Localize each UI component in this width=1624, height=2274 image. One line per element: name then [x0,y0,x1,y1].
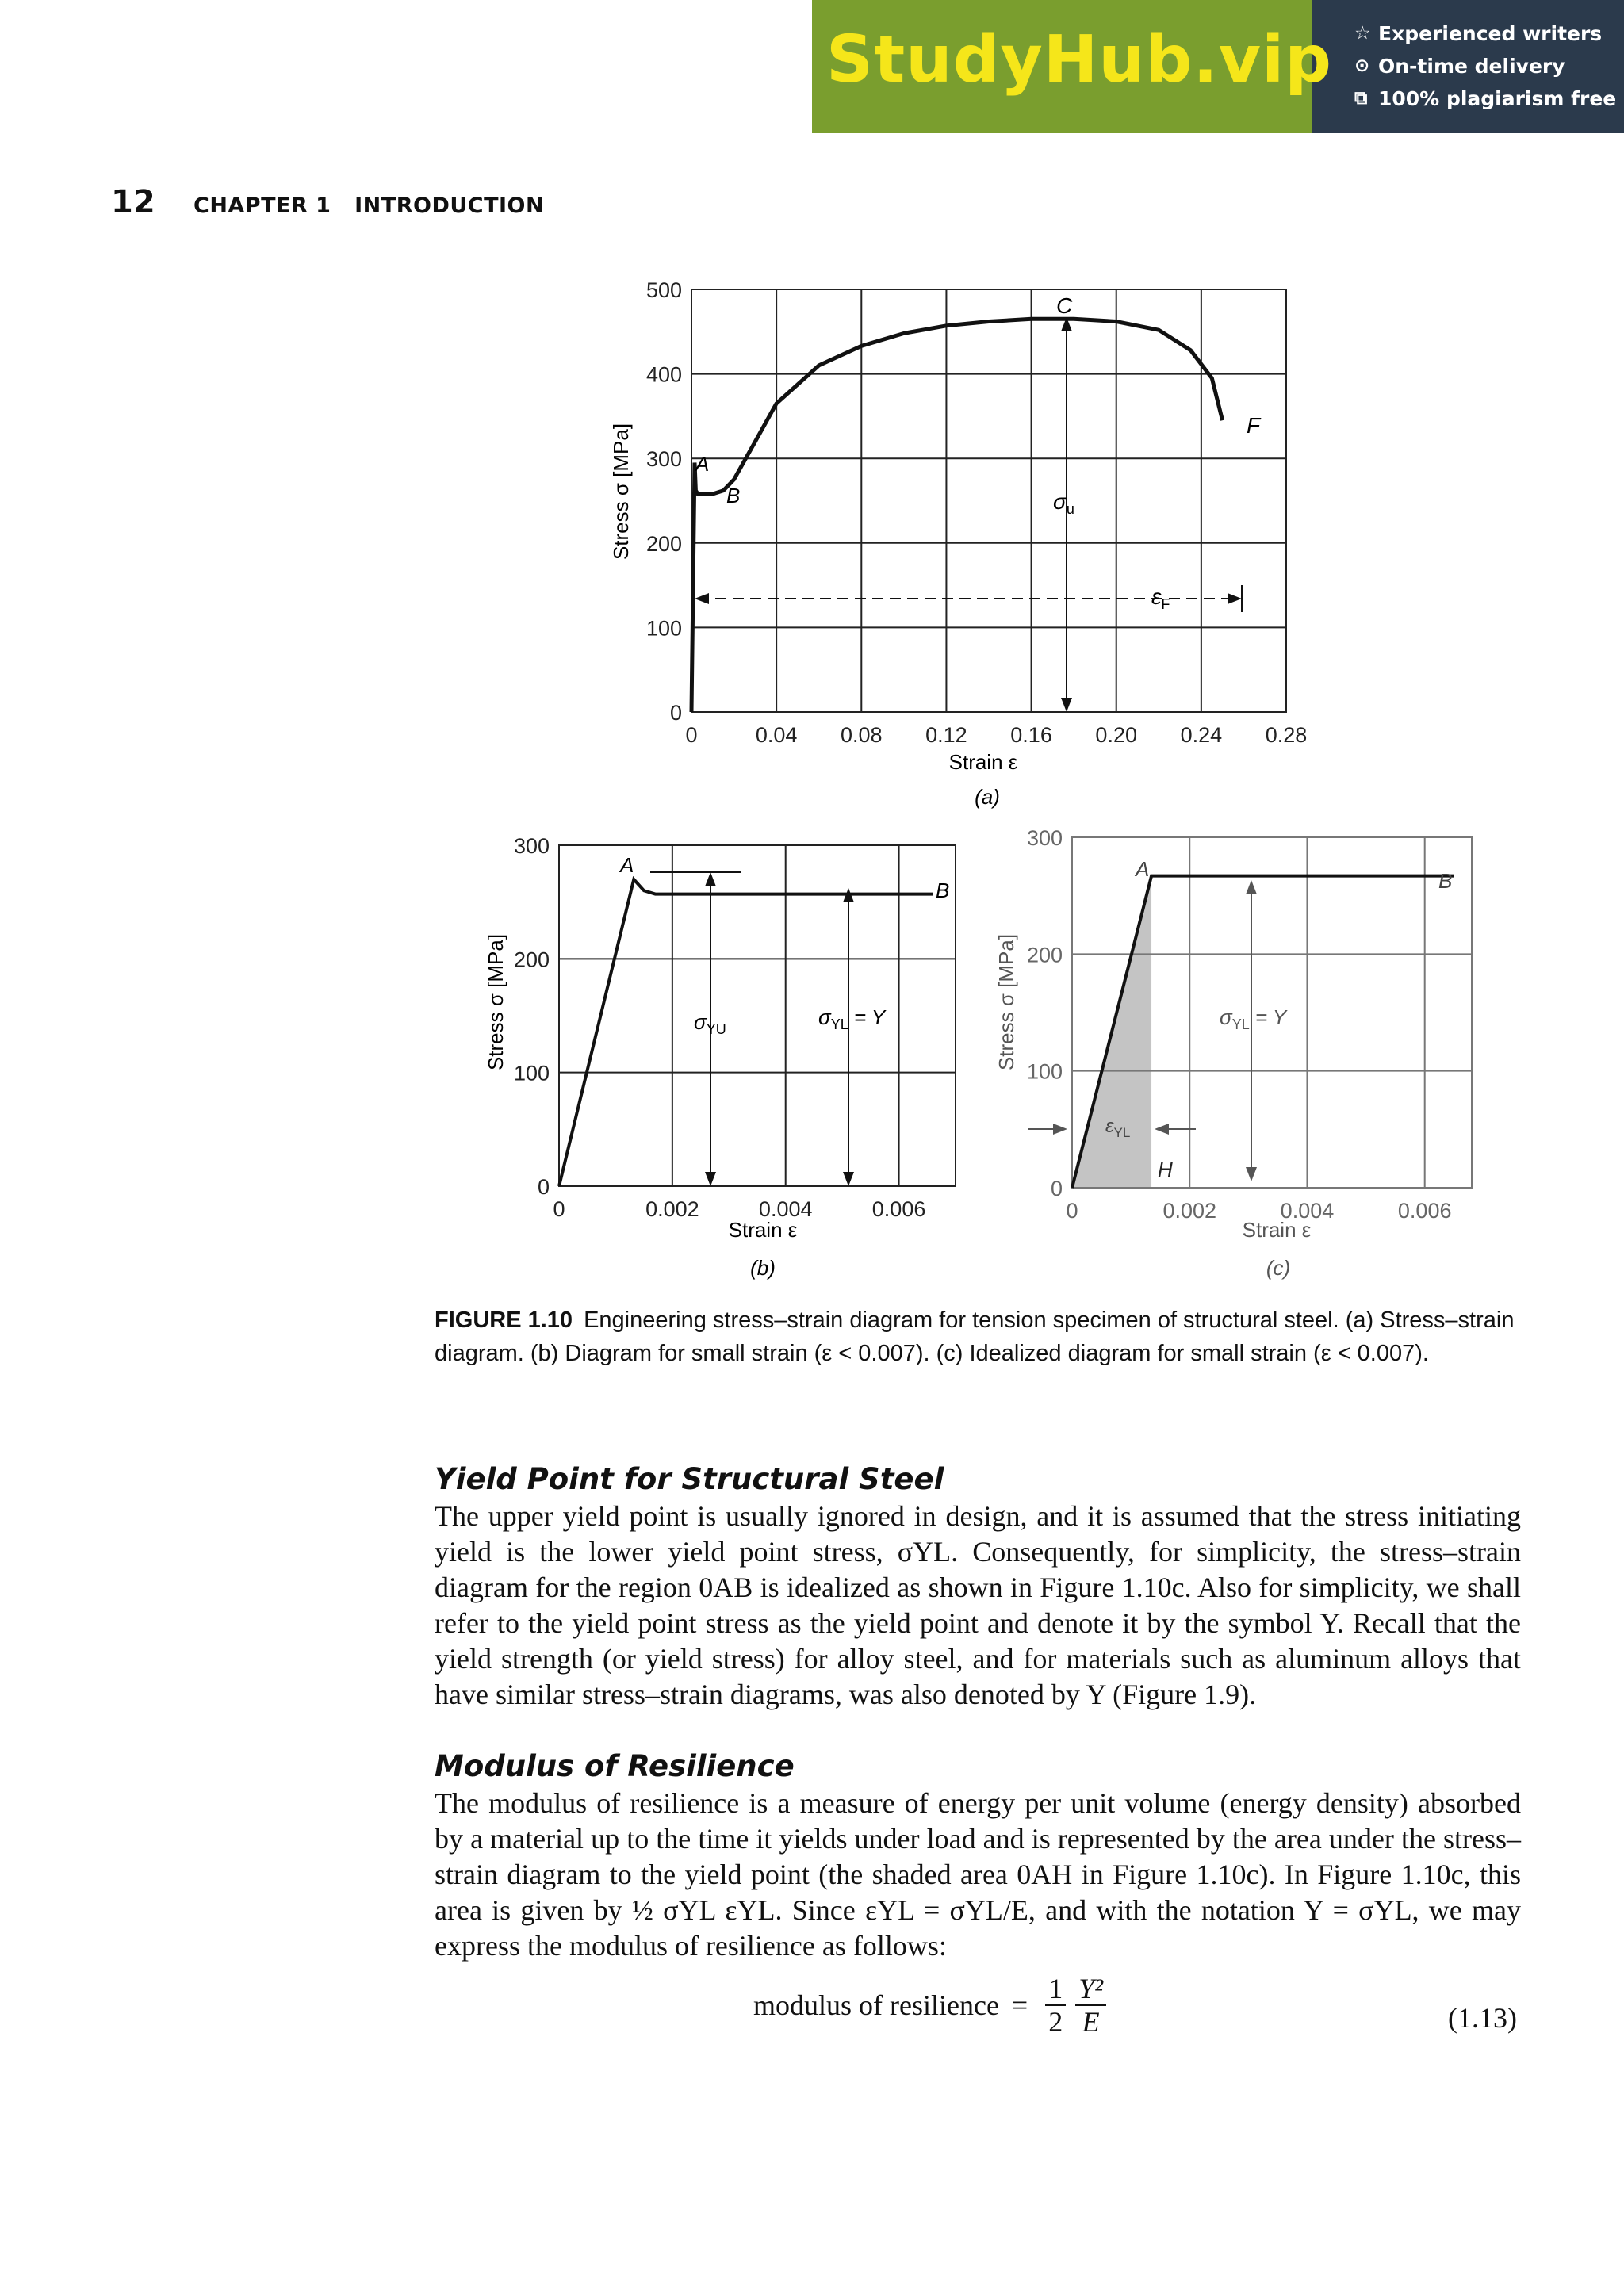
panel-c-label: (c) [1266,1256,1291,1280]
figure-caption [435,1304,1521,1370]
x-tick-label: 0.08 [841,723,883,747]
y-tick-label: 300 [513,834,550,858]
label-b: B [726,484,741,507]
x-tick-label: 0.04 [755,723,798,747]
star-icon: ☆ [1354,23,1371,44]
eps-sub: YL [1113,1125,1131,1140]
y-tick-label: 300 [645,447,682,472]
feature-text: On-time delivery [1378,55,1565,78]
equation-1-13 [753,1973,1111,2038]
arrowhead [705,872,716,886]
fraction-y2-over-e [1075,1973,1106,2038]
panel-a-ylabel: Stress σ [MPa] [609,423,633,561]
x-tick-label: 0.12 [925,723,967,747]
label-f: F [1247,413,1261,438]
panel-b [484,834,956,1280]
panel-c-xlabel: Strain ε [1242,1218,1312,1242]
arrowhead [1155,1124,1169,1135]
label-b: B [1438,869,1453,893]
eps-symbol: ε [1151,584,1162,609]
fraction-numerator: 1 [1045,1973,1066,2006]
arrowhead [843,1172,854,1186]
label-sigma-yl [1220,1005,1288,1032]
arrowhead [695,593,709,604]
y-tick-label: 200 [645,531,682,556]
plot-frame [559,845,956,1186]
label-a: A [695,452,710,476]
sigma-symbol: σ [818,1005,831,1029]
label-c: C [1056,293,1073,318]
page-number: 12 [111,184,155,220]
y-tick-label: 200 [513,948,550,972]
equation-number: (1.13) [1448,2002,1517,2034]
x-tick-label: 0 [1066,1199,1078,1223]
panel-c-ylabel: Stress σ [MPa] [994,933,1018,1071]
section-body-modulus: The modulus of resilience is a measure of energy per unit volume (energy density) absorbed by a material up to the time it yields under load and is represented by the area under the stress–strain diagram to the yield point (the shaded area 0AH in Figure 1.10c). In Figure 1.10c, this area is given by ½ σYL εYL. Since εYL = σYL/E, and with the notation Y = σYL, we may express the modulus of resilience as follows: [435,1787,1521,1962]
panel-b-curve [559,879,933,1186]
arrowhead [1246,1167,1257,1181]
panel-c [994,826,1472,1280]
panel-a-ticks [646,278,1307,747]
feature-text: 100% plagiarism free [1378,87,1617,110]
x-tick-label: 0 [685,723,698,747]
sigma-sub: YL [1231,1016,1250,1032]
panel-a-label: (a) [975,785,1000,809]
sigma-symbol: σ [1053,489,1067,514]
section-body-yield-point: The upper yield point is usually ignored in design, and it is assumed that the stress initiating yield is the lower yield point stress, σYL. Consequently, for simplicity, the stress–strain diagram for the region 0AB is idealized as shown in Figure 1.10c. Also for simplicity, we shall refer to the yield point stress as the yield point and denote it by the symbol Y. Recall that the yield strength (or yield stress) for alloy steel, and for materials such as aluminum alloys that have similar stress–strain diagrams, was also denoted by Y (Figure 1.9). [435,1500,1521,1710]
running-head: CHAPTER 1 INTRODUCTION [193,193,545,218]
section-title-yield-point: Yield Point for Structural Steel [435,1462,944,1496]
label-a: A [1136,857,1150,881]
x-tick-label: 0.004 [758,1197,813,1221]
panel-b-grid [559,845,956,1186]
feature-text: Experienced writers [1378,22,1603,45]
plot-frame [691,289,1286,712]
equals-y: = Y [1249,1005,1287,1029]
equation-equals: = [1011,1989,1028,2021]
x-tick-label: 0.20 [1095,723,1137,747]
x-tick-label: 0 [553,1197,565,1221]
fraction-denominator: E [1082,2006,1100,2038]
section-title-modulus: Modulus of Resilience [435,1749,795,1783]
equals-y: = Y [848,1005,886,1029]
fraction-denominator: 2 [1048,2006,1063,2038]
copy-icon: ⧉ [1354,88,1368,109]
sigma-symbol: σ [1220,1005,1232,1029]
arrowhead [1246,880,1257,894]
panel-b-ylabel: Stress σ [MPa] [484,933,508,1071]
y-tick-label: 0 [669,701,682,725]
label-b: B [936,879,950,902]
panel-a-grid [691,289,1286,712]
x-tick-label: 0.002 [645,1197,699,1221]
y-tick-label: 0 [537,1175,550,1199]
panel-a-xlabel: Strain ε [948,750,1018,774]
y-tick-label: 100 [645,616,682,641]
arrowhead [1228,593,1242,604]
panel-b-label: (b) [750,1256,776,1280]
sigma-sub: u [1066,501,1074,517]
caption-text: Engineering stress–strain diagram for tension specimen of structural steel. (a) Stress–strain diagram. (b) Diagram for small strain (ε < 0.007). (c) Idealized diagram for small strain (ε < 0.007). [435,1307,1515,1366]
panel-a [609,278,1307,809]
x-tick-label: 0.24 [1180,723,1223,747]
y-tick-label: 400 [645,362,682,387]
x-tick-label: 0.004 [1280,1199,1335,1223]
x-tick-label: 0.006 [1397,1199,1452,1223]
label-sigma-yl [818,1005,887,1032]
x-tick-label: 0.006 [871,1197,926,1221]
label-sigma-u [1053,489,1074,517]
y-tick-label: 500 [645,278,682,302]
caption-label: FIGURE 1.10 [435,1307,573,1333]
sigma-sub: YL [830,1016,848,1032]
eps-symbol: ε [1105,1116,1114,1137]
y-tick-label: 300 [1026,826,1063,850]
label-eps-f [1151,584,1170,612]
equation-lhs: modulus of resilience [753,1989,999,2021]
y-tick-label: 100 [513,1061,550,1085]
label-a: A [620,853,634,877]
sigma-symbol: σ [694,1010,707,1034]
y-tick-label: 200 [1026,943,1063,967]
y-tick-label: 100 [1026,1059,1063,1084]
eps-sub: F [1161,596,1170,612]
fraction-half [1045,1973,1066,2038]
y-tick-label: 0 [1050,1177,1063,1200]
x-tick-label: 0.002 [1162,1199,1217,1223]
panel-a-curve [691,319,1223,712]
arrowhead [705,1172,716,1186]
x-tick-label: 0.16 [1010,723,1052,747]
panel-b-xlabel: Strain ε [728,1218,798,1242]
arrowhead [1053,1124,1067,1135]
banner-brand-logo[interactable]: StudyHub.vip [826,22,1332,98]
x-tick-label: 0.28 [1265,723,1308,747]
fraction-numerator: Y² [1075,1973,1106,2006]
label-h: H [1158,1158,1173,1181]
sigma-sub: YU [706,1021,726,1037]
clock-icon: ⊙ [1354,56,1370,76]
arrowhead [1061,698,1072,712]
